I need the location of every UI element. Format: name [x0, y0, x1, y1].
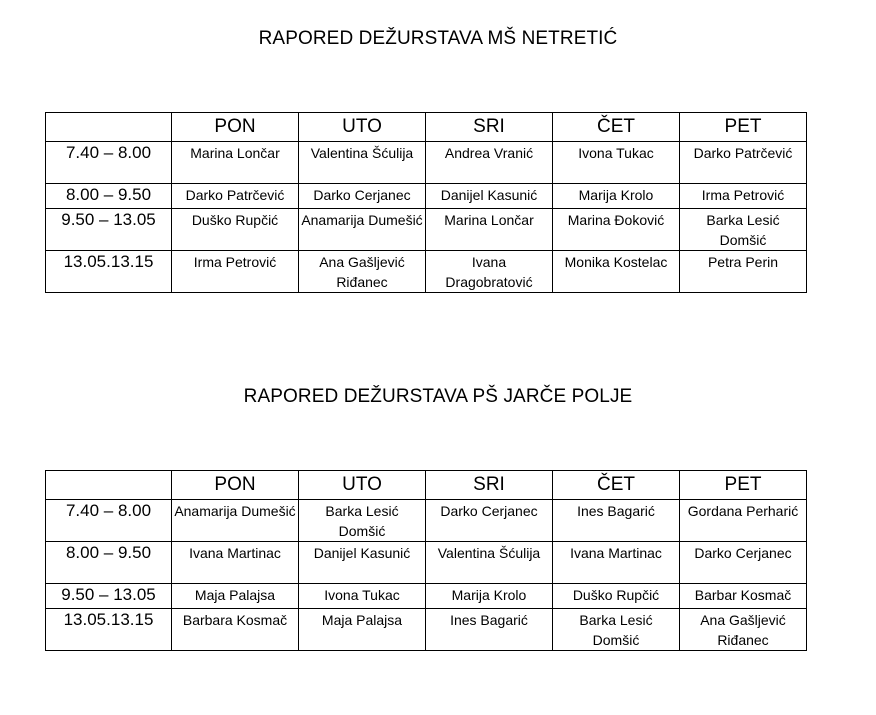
duty-cell: Marija Krolo — [553, 184, 680, 209]
duty-cell: Ivona Tukac — [553, 142, 680, 184]
duty-cell: Ines Bagarić — [553, 500, 680, 542]
duty-cell: Danijel Kasunić — [299, 542, 426, 584]
duty-cell: Duško Rupčić — [172, 209, 299, 251]
time-cell: 8.00 – 9.50 — [46, 184, 172, 209]
table-row — [46, 584, 807, 609]
day-header: PET — [680, 471, 807, 500]
table-row — [46, 142, 807, 184]
time-cell: 13.05.13.15 — [46, 251, 172, 293]
corner-cell — [46, 113, 172, 142]
table-row — [46, 542, 807, 584]
duty-cell: Marina Lončar — [172, 142, 299, 184]
duty-cell: Ines Bagarić — [426, 609, 553, 651]
day-header: ČET — [553, 471, 680, 500]
day-header: PET — [680, 113, 807, 142]
duty-cell: Ivona Tukac — [299, 584, 426, 609]
duty-cell: Gordana Perharić — [680, 500, 807, 542]
day-header: UTO — [299, 113, 426, 142]
table-row — [46, 209, 807, 251]
duty-cell: Darko Cerjanec — [680, 542, 807, 584]
time-cell: 9.50 – 13.05 — [46, 584, 172, 609]
table-row — [46, 184, 807, 209]
table-row — [46, 609, 807, 651]
table-row — [46, 251, 807, 293]
duty-cell: Valentina Šćulija — [426, 542, 553, 584]
duty-cell: Marija Krolo — [426, 584, 553, 609]
duty-cell: Danijel Kasunić — [426, 184, 553, 209]
schedule-title-jarce-polje: RAPORED DEŽURSTAVA PŠ JARČE POLJE — [243, 386, 633, 407]
duty-cell: Maja Palajsa — [172, 584, 299, 609]
duty-cell: Barbar Kosmač — [680, 584, 807, 609]
table-row — [46, 500, 807, 542]
duty-cell: Ana Gašljević Riđanec — [680, 609, 807, 651]
duty-cell: Irma Petrović — [172, 251, 299, 293]
day-header: PON — [172, 113, 299, 142]
time-cell: 13.05.13.15 — [46, 609, 172, 651]
duty-cell: Marina Đoković — [553, 209, 680, 251]
schedule-table-jarce-polje — [45, 470, 807, 651]
duty-cell: Irma Petrović — [680, 184, 807, 209]
header-row — [46, 113, 807, 142]
duty-cell: Monika Kostelac — [553, 251, 680, 293]
duty-cell: Andrea Vranić — [426, 142, 553, 184]
day-header: SRI — [426, 471, 553, 500]
duty-cell: Marina Lončar — [426, 209, 553, 251]
duty-cell: Darko Cerjanec — [299, 184, 426, 209]
duty-cell: Darko Patrčević — [172, 184, 299, 209]
duty-cell: Petra Perin — [680, 251, 807, 293]
duty-cell: Ivana Dragobratović — [426, 251, 553, 293]
day-header: SRI — [426, 113, 553, 142]
duty-cell: Anamarija Dumešić — [299, 209, 426, 251]
duty-cell: Duško Rupčić — [553, 584, 680, 609]
day-header: PON — [172, 471, 299, 500]
duty-cell: Ivana Martinac — [553, 542, 680, 584]
time-cell: 7.40 – 8.00 — [46, 500, 172, 542]
duty-cell: Barka Lesić Domšić — [299, 500, 426, 542]
time-cell: 7.40 – 8.00 — [46, 142, 172, 184]
duty-cell: Anamarija Dumešić — [172, 500, 299, 542]
duty-cell: Barka Lesić Domšić — [553, 609, 680, 651]
header-row — [46, 471, 807, 500]
time-cell: 8.00 – 9.50 — [46, 542, 172, 584]
time-cell: 9.50 – 13.05 — [46, 209, 172, 251]
day-header: ČET — [553, 113, 680, 142]
duty-cell: Barka Lesić Domšić — [680, 209, 807, 251]
duty-cell: Maja Palajsa — [299, 609, 426, 651]
duty-cell: Ivana Martinac — [172, 542, 299, 584]
duty-cell: Darko Patrčević — [680, 142, 807, 184]
duty-cell: Ana Gašljević Riđanec — [299, 251, 426, 293]
duty-cell: Valentina Šćulija — [299, 142, 426, 184]
duty-cell: Barbara Kosmač — [172, 609, 299, 651]
schedule-table-netretic — [45, 112, 807, 293]
day-header: UTO — [299, 471, 426, 500]
corner-cell — [46, 471, 172, 500]
duty-cell: Darko Cerjanec — [426, 500, 553, 542]
schedule-title-netretic: RAPORED DEŽURSTAVA MŠ NETRETIĆ — [258, 28, 618, 49]
